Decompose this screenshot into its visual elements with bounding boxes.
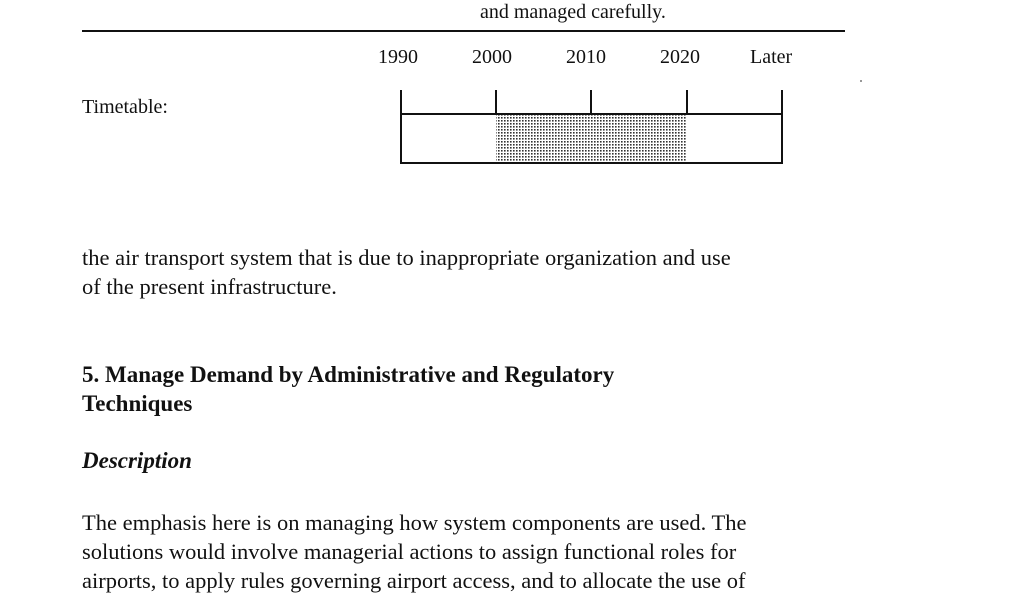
section-heading-line-2: Techniques xyxy=(82,391,193,416)
timetable-year-later: Later xyxy=(750,46,793,68)
paragraph-2-line-2: solutions would involve managerial actions to assign functional roles for xyxy=(82,539,737,564)
section-subheading: Description xyxy=(82,448,192,473)
continuation-text: and managed carefully. xyxy=(480,1,666,23)
timetable-year-1990: 1990 xyxy=(378,46,418,68)
timetable-year-2010: 2010 xyxy=(566,46,606,68)
paragraph-2-line-3: airports, to apply rules governing airport access, and to allocate the use of xyxy=(82,568,746,593)
scan-speck xyxy=(860,80,862,82)
timetable-year-2000: 2000 xyxy=(472,46,512,68)
timetable-shaded-period xyxy=(496,114,687,163)
paragraph-2-line-1: The emphasis here is on managing how system components are used. The xyxy=(82,510,747,535)
timetable-year-2020: 2020 xyxy=(660,46,700,68)
timetable-label: Timetable: xyxy=(82,96,168,118)
section-heading-line-1: 5. Manage Demand by Administrative and Regulatory xyxy=(82,362,615,387)
paragraph-1-line-1: the air transport system that is due to inappropriate organization and use xyxy=(82,245,731,270)
paragraph-1-line-2: of the present infrastructure. xyxy=(82,274,337,299)
